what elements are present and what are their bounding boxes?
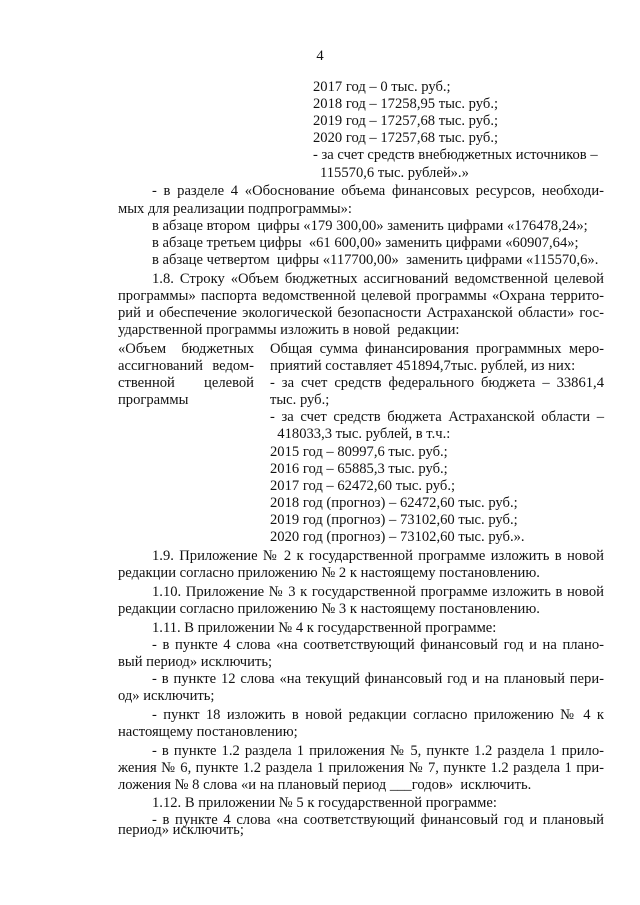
table-right-7: 2015 год – 80997,6 тыс. руб.; (270, 443, 448, 460)
item-1-11-line2: вый период» исключить; (118, 654, 273, 671)
funding-2019: 2019 год – 17257,68 тыс. руб.; (313, 113, 499, 130)
table-right-6: 418033,3 тыс. рублей, в т.ч.: (270, 426, 451, 443)
item-1-10-line2: редакции согласно приложению № 3 к настоящему постановлению. (118, 601, 540, 617)
item-1-12-heading: 1.12. В приложении № 5 к государственной программе: (152, 794, 497, 811)
item-1-12-line2: период» исключить; (118, 822, 244, 839)
table-left-1: «Объем бюджетных (118, 340, 254, 357)
table-left-2: ассигнований ведом- (118, 358, 254, 374)
item-1-11-line7: - в пункте 1.2 раздела 1 приложения № 5, пункте 1.2 раздела 1 прило- (152, 743, 604, 760)
section4-item-3: в абзаце четвертом цифры «117700,00» заменить цифрами «115570,6». (152, 251, 599, 268)
item-1-11-line6: настоящему постановлению; (118, 724, 298, 741)
table-right-5: - за счет средств бюджета Астраханской области – (270, 409, 604, 426)
item-1-8-line3: рий и обеспечение экологической безопасности Астраханской области» гос- (118, 304, 604, 321)
table-right-12: 2020 год (прогноз) – 73102,60 тыс. руб.». (270, 529, 525, 545)
item-1-11-line3: - в пункте 12 слова «на текущий финансовый год и на плановый пери- (152, 671, 604, 688)
table-right-2: приятий составляет 451894,7тыс. рублей, из них: (270, 358, 576, 374)
page-number: 4 (316, 48, 324, 64)
table-left-4: программы (118, 392, 189, 409)
section4-line2: мых для реализации подпрограммы»: (118, 200, 352, 217)
table-right-1: Общая сумма финансирования программных меро- (270, 340, 604, 357)
table-right-3: - за счет средств федерального бюджета – 33861,4 (270, 375, 604, 392)
funding-2020: 2020 год – 17257,68 тыс. руб.; (313, 130, 499, 147)
table-right-10: 2018 год (прогноз) – 62472,60 тыс. руб.; (270, 494, 518, 511)
section4-item-1: в абзаце втором цифры «179 300,00» заменить цифрами «176478,24»; (152, 217, 588, 234)
item-1-8-line2: программы» паспорта ведомственной целевой программы «Охрана террито- (118, 287, 604, 304)
item-1-8-line1: 1.8. Строку «Объем бюджетных ассигнований ведомственной целевой (152, 270, 604, 287)
item-1-11-line9: ложения № 8 слова «и на плановый период ___годов» исключить. (118, 777, 532, 794)
funding-2017: 2017 год – 0 тыс. руб.; (313, 79, 451, 95)
item-1-11-line5: - пункт 18 изложить в новой редакции согласно приложению № 4 к (152, 707, 604, 724)
funding-extrabudget-amount: 115570,6 тыс. рублей».» (320, 164, 469, 181)
item-1-10-line1: 1.10. Приложение № 3 к государственной программе изложить в новой (152, 583, 604, 600)
table-right-9: 2017 год – 62472,60 тыс. руб.; (270, 477, 456, 494)
item-1-11-line1: - в пункте 4 слова «на соответствующий финансовый год и на плано- (152, 637, 604, 653)
item-1-12-line1: - в пункте 4 слова «на соответствующий финансовый год и плановый (152, 811, 604, 828)
funding-extrabudget: - за счет средств внебюджетных источников – (313, 147, 598, 164)
table-left-3: ственной целевой (118, 375, 254, 392)
table-right-11: 2019 год (прогноз) – 73102,60 тыс. руб.; (270, 511, 518, 528)
table-right-4: тыс. руб.; (270, 392, 330, 409)
item-1-9-line2: редакции согласно приложению № 2 к настоящему постановлению. (118, 565, 540, 581)
section4-line1: - в разделе 4 «Обоснование объема финансовых ресурсов, необходи- (152, 183, 604, 200)
section4-item-2: в абзаце третьем цифры «61 600,00» заменить цифрами «60907,64»; (152, 234, 579, 251)
item-1-11-line4: од» исключить; (118, 688, 215, 705)
item-1-9-line1: 1.9. Приложение № 2 к государственной программе изложить в новой (152, 547, 604, 564)
item-1-11-heading: 1.11. В приложении № 4 к государственной программе: (152, 619, 497, 636)
table-right-8: 2016 год – 65885,3 тыс. руб.; (270, 460, 448, 477)
item-1-8-line4: ударственной программы изложить в новой редакции: (118, 322, 460, 338)
funding-2018: 2018 год – 17258,95 тыс. руб.; (313, 96, 499, 113)
item-1-11-line8: жения № 6, пункте 1.2 раздела 1 приложения № 7, пункте 1.2 раздела 1 при- (118, 760, 604, 777)
